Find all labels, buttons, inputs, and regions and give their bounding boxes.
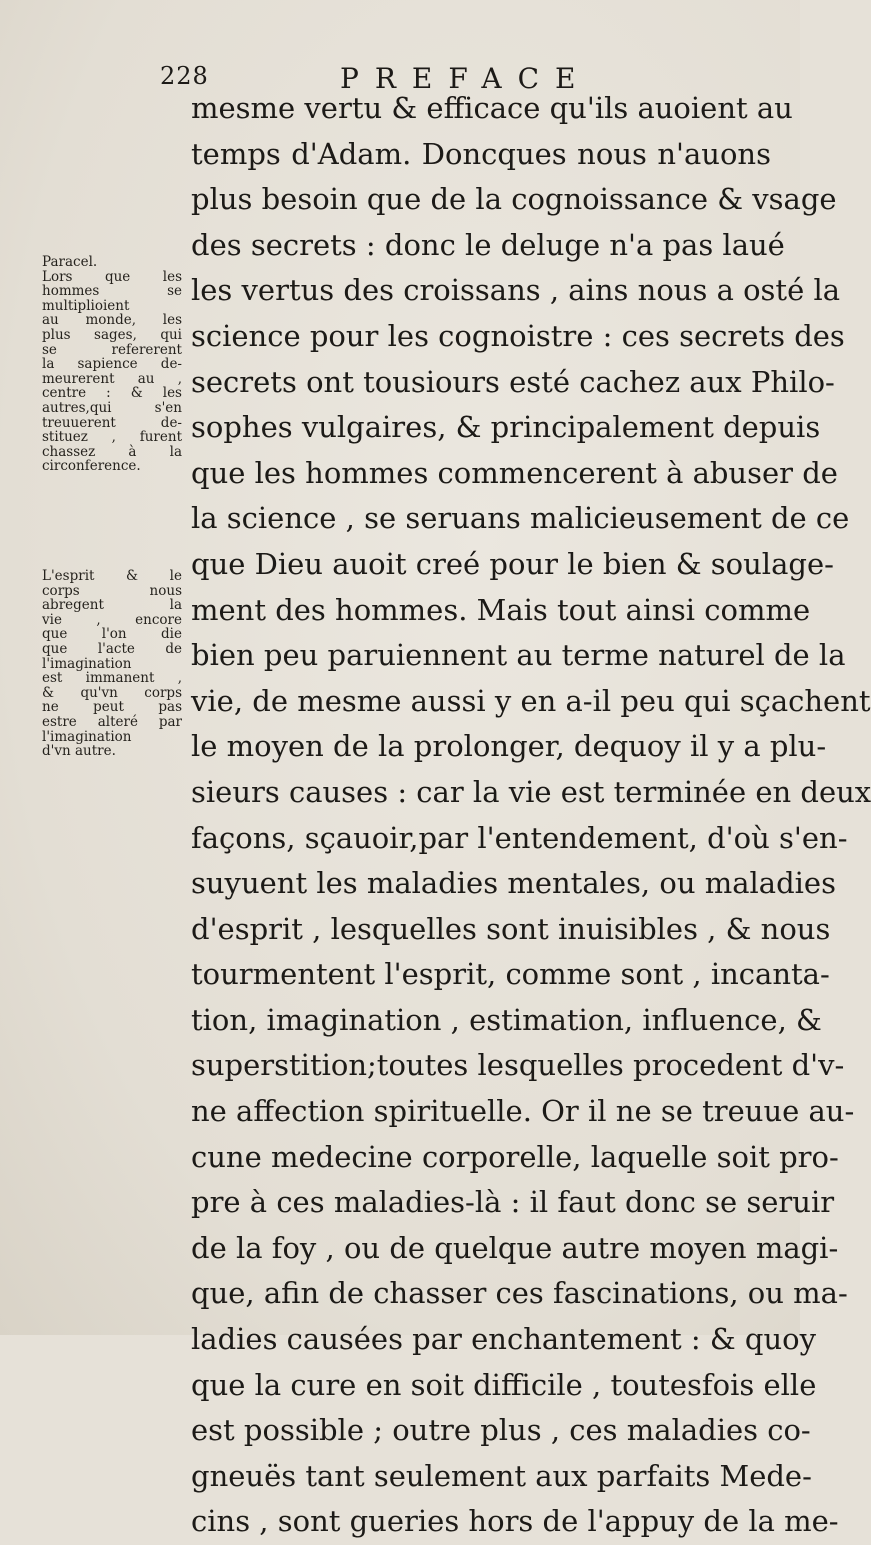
margin-note-line: estre alteré par	[42, 713, 182, 730]
text-line: sophes vulgaires, & principalement depuis	[191, 410, 821, 445]
margin-note-line: corps nous	[42, 582, 182, 599]
margin-note-line: ne peut pas	[42, 699, 182, 716]
text-line: les vertus des croissans , ains nous a osté la	[191, 273, 841, 308]
margin-note-line: stituez , furent	[42, 429, 182, 446]
text-line: façons, sçauoir,par l'entendement, d'où s'en-	[191, 820, 848, 855]
margin-note-line: la sapience de-	[42, 356, 182, 373]
text-line: des secrets : donc le deluge n'a pas laué	[191, 227, 785, 262]
text-line: ladies causées par enchantement : & quoy	[191, 1322, 816, 1357]
text-line: gneuës tant seulement aux parfaits Mede-	[191, 1458, 812, 1493]
text-line: ne affection spirituelle. Or il ne se treuue au-	[191, 1094, 855, 1129]
margin-note-line: plus sages, qui	[42, 326, 182, 343]
text-line: que les hommes commencerent à abuser de	[191, 455, 838, 490]
text-line: tourmentent l'esprit, comme sont , incanta-	[191, 957, 830, 992]
margin-note-line: circonference.	[42, 458, 141, 475]
margin-note-paracelsus	[42, 255, 182, 474]
margin-note-spirit-body	[42, 569, 182, 759]
text-line: pre à ces maladies-là : il faut donc se seruir	[191, 1185, 835, 1220]
margin-note-line: treuuerent de-	[42, 414, 182, 431]
text-line: cune medecine corporelle, laquelle soit pro-	[191, 1139, 839, 1174]
running-title: PREFACE	[340, 62, 592, 95]
margin-note-line: L'esprit & le	[42, 568, 182, 584]
margin-note-line: meurerent au ,	[42, 370, 182, 387]
margin-note-line: que l'on die	[42, 626, 182, 643]
margin-note-line: abregent la	[42, 597, 182, 614]
text-line: que, afin de chasser ces fascinations, ou ma-	[191, 1276, 848, 1311]
margin-note-line: l'imagination	[42, 655, 132, 672]
text-line: la science , se seruans malicieusement de ce	[191, 501, 850, 536]
text-line: science pour les cognoistre : ces secrets des	[191, 318, 845, 353]
margin-note-line: centre : & les	[42, 385, 182, 402]
margin-note-line: d'vn autre.	[42, 743, 116, 760]
margin-note-line: Lors que les	[42, 268, 182, 285]
text-line: d'esprit , lesquelles sont inuisibles , & nous	[191, 911, 831, 946]
margin-note-line: Paracel.	[42, 254, 98, 270]
margin-note-line: au monde, les	[42, 312, 182, 329]
text-line: que Dieu auoit creé pour le bien & soulage-	[191, 546, 834, 581]
margin-note-line: est immanent ,	[42, 670, 182, 687]
margin-note-line: vie , encore	[42, 611, 182, 628]
margin-note-line: multiplioient	[42, 297, 130, 314]
text-line: suyuent les maladies mentales, ou maladies	[191, 866, 836, 901]
margin-note-line: l'imagination	[42, 728, 132, 745]
margin-note-line: autres,qui s'en	[42, 399, 182, 416]
text-line: secrets ont tousiours esté cachez aux Philo-	[191, 364, 835, 399]
text-line: superstition;toutes lesquelles procedent d'v-	[191, 1048, 845, 1083]
text-line: vie, de mesme aussi y en a-il peu qui sçachent	[191, 683, 871, 718]
text-line: est possible ; outre plus , ces maladies co-	[191, 1413, 811, 1448]
body-text	[191, 86, 871, 1545]
margin-note-line: & qu'vn corps	[42, 684, 182, 701]
text-line: ment des hommes. Mais tout ainsi comme	[191, 592, 811, 627]
text-line: que la cure en soit difficile , toutesfois elle	[191, 1367, 817, 1402]
text-line: sieurs causes : car la vie est terminée en deux	[191, 774, 871, 809]
text-line: bien peu paruiennent au terme naturel de la	[191, 638, 846, 673]
text-line: temps d'Adam. Doncques nous n'auons	[191, 136, 771, 171]
text-line: mesme vertu & efficace qu'ils auoient au	[191, 91, 793, 125]
margin-note-line: chassez à la	[42, 443, 182, 460]
text-line: tion, imagination , estimation, influence, &	[191, 1002, 822, 1037]
margin-note-line: se refererent	[42, 341, 182, 358]
text-line: cins , sont gueries hors de l'appuy de la me-	[191, 1504, 839, 1539]
margin-note-line: hommes se	[42, 283, 182, 300]
text-line: de la foy , ou de quelque autre moyen magi-	[191, 1230, 839, 1265]
text-line: plus besoin que de la cognoissance & vsage	[191, 182, 837, 217]
margin-note-line: que l'acte de	[42, 640, 182, 657]
page-number: 228	[160, 62, 209, 90]
text-line: le moyen de la prolonger, dequoy il y a plu-	[191, 729, 827, 764]
